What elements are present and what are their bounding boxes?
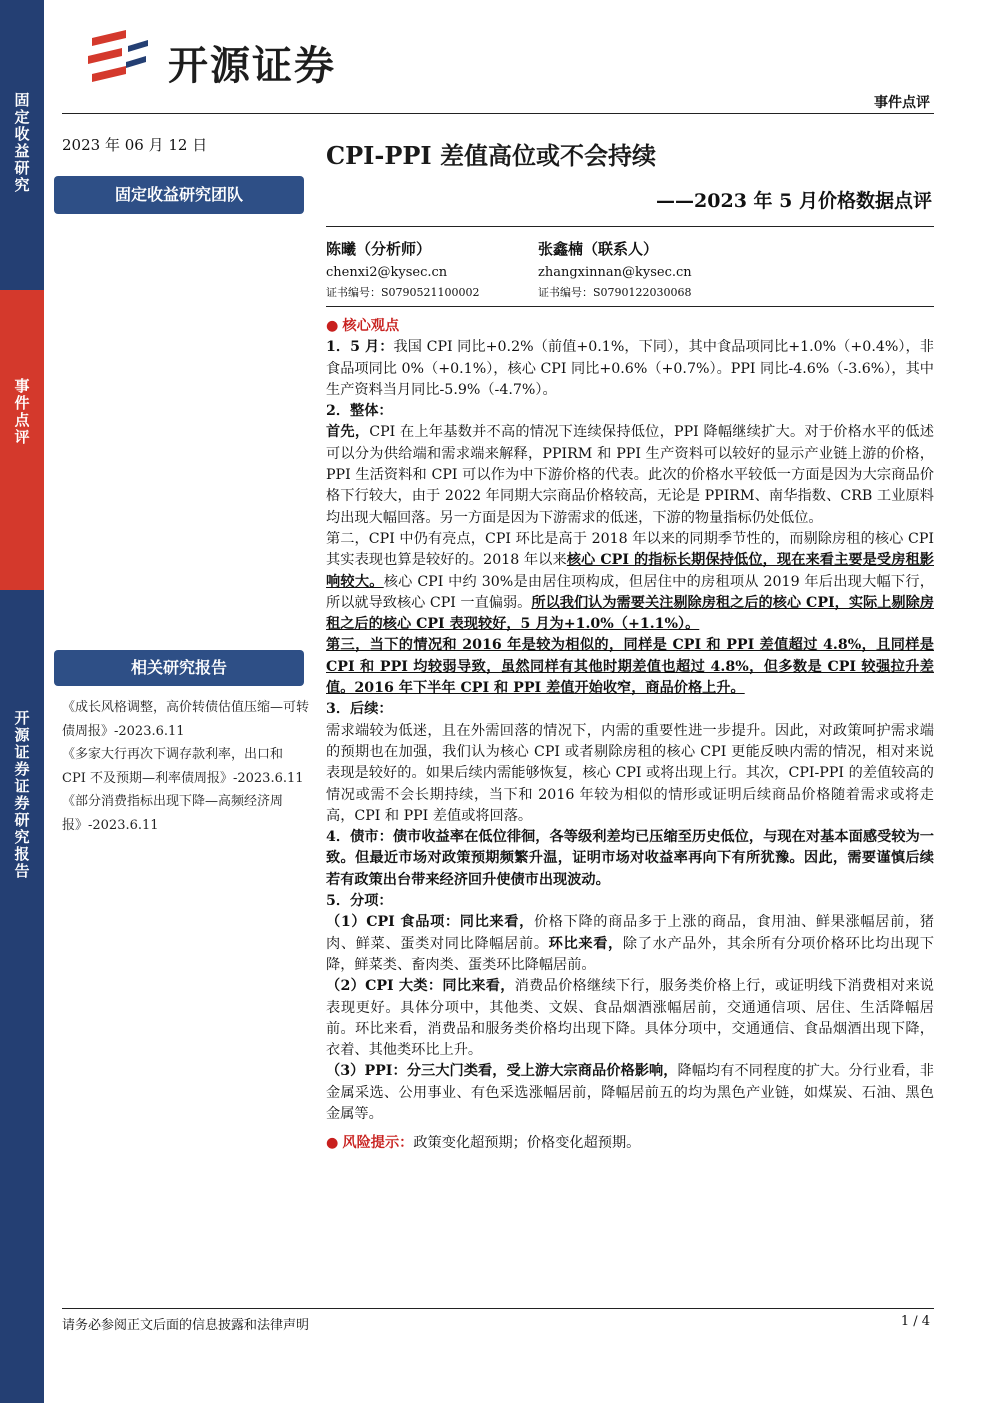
analyst-name: 张鑫楠（联系人）: [538, 240, 659, 258]
related-report-item[interactable]: 《多家大行再次下调存款利率，出口和 CPI 不及预期—利率债周报》-2023.6.11: [62, 747, 304, 786]
heading-outlook: 3．后续：: [326, 701, 393, 718]
paragraph-third: 第三，当下的情况和 2016 年是较为相似的，同样是 CPI 和 PPI 差值超过 4.8%，且同样是 CPI 和 PPI 均较弱导致，虽然同样有其他时期差值也超过 4.8%，但多数是 CPI 较强拉升差值。2016 年下半年 CPI 和 PPI 差值开始收窄，商品价格上升。: [326, 637, 934, 697]
paragraph-ppi: （3）PPI：分三大门类看，受上游大宗商品价格影响，降幅均有不同程度的扩大。分行业看，非金属采选、公用事业、有色采选涨幅居前，降幅居前五的均为黑色产业链，如煤炭、石油、黑色金属等。: [326, 1063, 934, 1122]
page-number: 1 / 4: [900, 1314, 930, 1329]
risk-warning: ● 风险提示：政策变化超预期；价格变化超预期。: [326, 1135, 641, 1152]
side-label-top: 固定收益研究: [14, 91, 30, 194]
paragraph-first: 首先，CPI 在上年基数并不高的情况下连续保持低位，PPI 降幅继续扩大。对于价格水平的低述可以分为供给端和需求端来解释，PPIRM 和 PPI 生产资料可以较好的显示产业链上游的价格，PPI 生活资料和 CPI 可以作为中下游价格的代表。此次的价格水平较低一方面是因为大宗商品价格下行较大，由于 2022 年同期大宗商品价格较高，无论是 PPIRM、南华指数、CRB 工业原料均出现大幅回落。另一方面是因为下游需求的低迷，下游的物量指标仍处低位。: [326, 424, 934, 526]
report-body: [326, 316, 934, 1155]
side-label-bottom: 开源证券 证券研究报告: [14, 709, 30, 880]
paragraph-cpi-food: （1）CPI 食品项：同比来看，价格下降的商品多于上涨的商品，食用油、鲜果涨幅居前，猪肉、鲜菜、蛋类对同比降幅居前。环比来看，除了水产品外，其余所有分项价格环比均出现下降，鲜菜类、畜肉类、蛋类环比降幅居前。: [326, 914, 934, 973]
paragraph-second: 第二，CPI 中仍有亮点，CPI 环比是高于 2018 年以来的同期季节性的，而剔除房租的核心 CPI 其实表现也算是较好的。2018 年以来核心 CPI 的指标长期保持低位，现在来看主要是受房租影响较大。核心 CPI 中约 30%是由居住项构成，但居住中的房租项从 2019 年后出现大幅下行，所以就导致核心 CPI 一直偏弱。所以我们认为需要关注剔除房租之后的核心 CPI，实际上剔除房租之后的核心 CPI 表现较好，5 月为+1.0%（+1.1%）。: [326, 530, 934, 633]
bullet-icon: ●: [326, 1135, 339, 1152]
analyst-divider: [326, 306, 934, 307]
analyst-email[interactable]: zhangxinnan@kysec.cn: [538, 265, 692, 280]
related-reports-title: 相关研究报告: [54, 650, 304, 686]
footer-divider: [62, 1308, 934, 1309]
side-label-mid: 事件点评: [14, 377, 30, 446]
paragraph-may: 1．5 月：我国 CPI 同比+0.2%（前值+0.1%，下同），其中食品项同比+1.0%（+0.4%），非食品项同比 0%（+0.1%），核心 CPI 同比+0.6%（+0.7%）。PPI 同比-4.6%（-3.6%），其中生产资料当月同比-5.9%（-4.7%）。: [326, 339, 934, 398]
paragraph-bond-market: 4．债市：债市收益率在低位徘徊，各等级利差均已压缩至历史低位，与现在对基本面感受较为一致。但最近市场对政策预期频繁升温，证明市场对收益率再向下有所犹豫。因此，需要谨慎后续若有政策出台带来经济回升使债市出现波动。: [326, 829, 934, 888]
analyst-card: [538, 238, 692, 300]
side-strip: [0, 0, 44, 1403]
title-divider: [326, 226, 934, 227]
analyst-email[interactable]: chenxi2@kysec.cn: [326, 265, 448, 280]
analyst-name: 陈曦（分析师）: [326, 240, 432, 258]
report-type: 事件点评: [874, 95, 930, 111]
analyst-card: [326, 238, 480, 300]
report-title: CPI-PPI 差值高位或不会持续: [326, 141, 657, 170]
footer-disclaimer: 请务必参阅正文后面的信息披露和法律声明: [62, 1318, 310, 1333]
heading-overall: 2．整体：: [326, 403, 393, 420]
analyst-cert: 证书编号：S0790122030068: [538, 286, 692, 299]
brand-name: 开源证券: [168, 43, 336, 89]
report-date: 2023 年 06 月 12 日: [62, 136, 208, 154]
team-badge: 固定收益研究团队: [54, 176, 304, 214]
brand-logo-icon: [86, 28, 156, 88]
header-divider: [62, 113, 934, 114]
brand-logo: [86, 28, 406, 88]
bullet-icon: ●: [326, 318, 339, 334]
paragraph-cpi-category: （2）CPI 大类：同比来看，消费品价格继续下行，服务类价格上行，或证明线下消费相对来说表现更好。具体分项中，其他类、文娱、食品烟酒涨幅居前，交通通信项、居住、生活降幅居前。环比来看，消费品和服务类价格均出现下降。具体分项中，交通通信、食品烟酒出现下降，衣着、其他类环比上升。: [326, 978, 934, 1059]
related-report-item[interactable]: 《成长风格调整，高价转债估值压缩—可转债周报》-2023.6.11: [62, 700, 310, 739]
related-reports-list: [62, 696, 310, 837]
analyst-cert: 证书编号：S0790521100002: [326, 286, 480, 299]
related-report-item[interactable]: 《部分消费指标出现下降—高频经济周报》-2023.6.11: [62, 794, 284, 833]
report-subtitle: ——2023 年 5 月价格数据点评: [656, 190, 932, 212]
heading-items: 5．分项：: [326, 893, 393, 910]
paragraph-outlook: 需求端较为低迷，且在外需回落的情况下，内需的重要性进一步提升。因此，对政策呵护需求端的预期也在加强，我们认为核心 CPI 或者剔除房租的核心 CPI 更能反映内需的情况，相对来说表现是较好的。如果后续内需能够恢复，核心 CPI 或将出现上行。其次，CPI-PPI 的差值较高的情况或需不会长期持续，当下和 2016 年较为相似的情形或证明后续商品价格随着需求或将走高，CPI 和 PPI 差值或将回落。: [326, 722, 934, 824]
core-view-heading: ● 核心观点: [326, 318, 400, 334]
